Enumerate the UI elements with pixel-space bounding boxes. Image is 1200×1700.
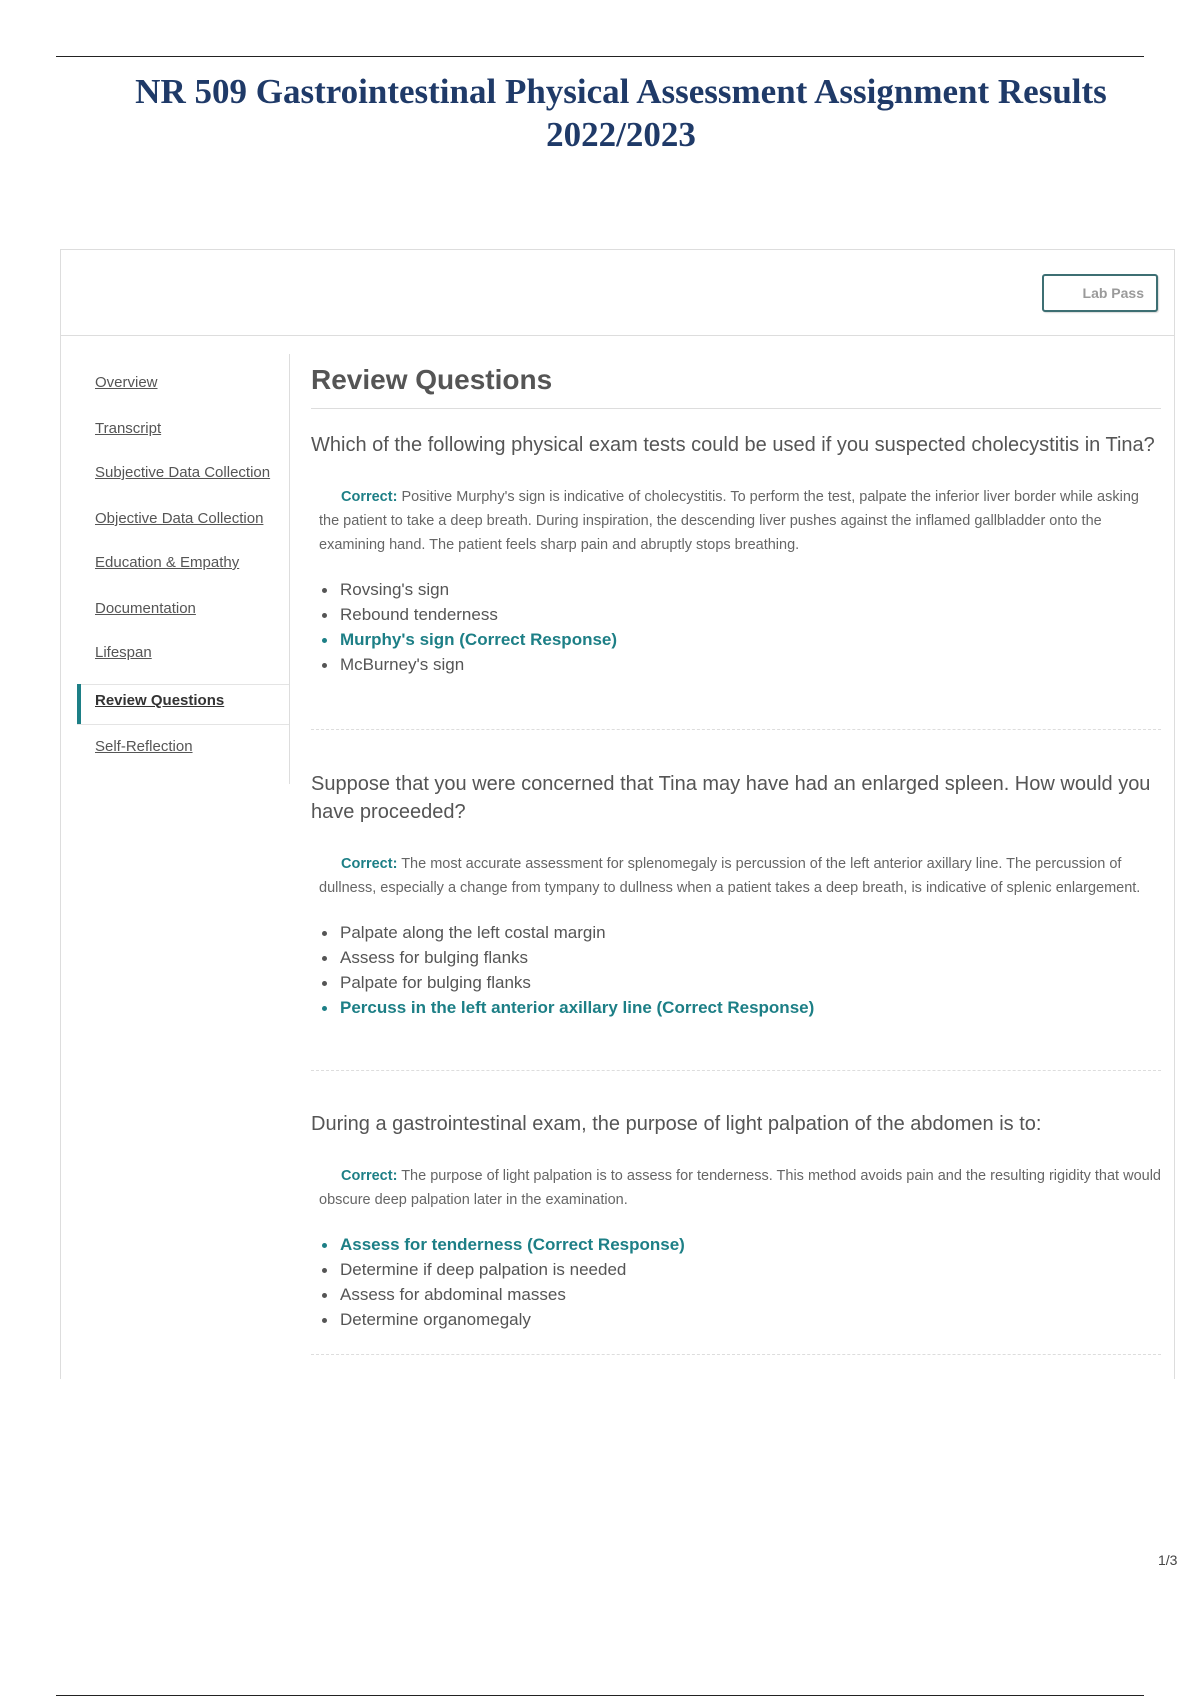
answer-explanation <box>319 852 1163 900</box>
bullet-icon <box>322 956 327 961</box>
bullet-icon <box>322 588 327 593</box>
sidebar-item-self-reflection[interactable]: Self-Reflection <box>95 738 193 755</box>
document-title: NR 509 Gastrointestinal Physical Assessment Assignment Results 2022/2023 <box>135 72 1107 154</box>
answer-option: Assess for bulging flanks <box>319 945 1163 970</box>
answer-option: Assess for abdominal masses <box>319 1282 1163 1307</box>
bullet-icon <box>322 638 327 643</box>
bullet-icon <box>322 1268 327 1273</box>
bullet-icon <box>322 981 327 986</box>
explanation-text: The purpose of light palpation is to assess for tenderness. This method avoids pain and the resulting rigidity that would obscure deep palpation later in the examination. <box>319 1168 1162 1208</box>
answer-option: Determine organomegaly <box>319 1307 1163 1332</box>
bottom-rule <box>56 1695 1144 1696</box>
question-divider <box>311 1354 1161 1355</box>
question-text: Which of the following physical exam tests could be used if you suspected cholecystitis in Tina? <box>311 434 1155 456</box>
answer-option: Palpate for bulging flanks <box>319 970 1163 995</box>
sidebar-nav <box>61 354 290 784</box>
lab-pass-button[interactable]: Lab Pass <box>1042 274 1158 312</box>
question-text: Suppose that you were concerned that Tina may have had an enlarged spleen. How would you have proceeded? <box>311 773 1151 823</box>
sidebar-item-documentation[interactable]: Documentation <box>95 600 196 617</box>
answer-option-correct: Percuss in the left anterior axillary line (Correct Response) <box>319 995 1163 1020</box>
question-1 <box>311 431 1163 677</box>
answer-explanation <box>319 485 1163 557</box>
sidebar-item-lifespan[interactable]: Lifespan <box>95 644 152 661</box>
sidebar-item-transcript[interactable]: Transcript <box>95 420 162 437</box>
question-3 <box>311 1110 1163 1332</box>
answer-option: Rovsing's sign <box>319 577 1163 602</box>
answer-explanation <box>319 1164 1163 1212</box>
answer-option: McBurney's sign <box>319 652 1163 677</box>
sidebar-item-review-questions[interactable]: Review Questions <box>95 692 225 709</box>
bullet-icon <box>322 1243 327 1248</box>
bullet-icon <box>322 931 327 936</box>
bullet-icon <box>322 663 327 668</box>
sidebar-item-subjective-data-collection[interactable]: Subjective Data Collection <box>95 464 271 481</box>
section-title: Review Questions <box>311 364 553 395</box>
bullet-icon <box>322 1006 327 1011</box>
answer-option-correct: Assess for tenderness (Correct Response) <box>319 1232 1163 1257</box>
answer-option: Palpate along the left costal margin <box>319 920 1163 945</box>
active-item-divider <box>77 684 289 685</box>
sidebar-item-objective-data-collection[interactable]: Objective Data Collection <box>95 510 264 527</box>
panel-header <box>61 250 1174 336</box>
sidebar-item-overview[interactable]: Overview <box>95 374 158 391</box>
page-number: 1/3 <box>1158 1552 1178 1568</box>
bullet-icon <box>322 613 327 618</box>
answer-option: Rebound tenderness <box>319 602 1163 627</box>
answer-options <box>319 920 1163 1020</box>
bullet-icon <box>322 1293 327 1298</box>
bullet-icon <box>322 1318 327 1323</box>
question-divider <box>311 1070 1161 1071</box>
correct-label: Correct: <box>341 1168 398 1184</box>
title-divider <box>311 408 1161 409</box>
answer-options <box>319 577 1163 677</box>
lab-panel <box>60 249 1175 1379</box>
sidebar-item-education-empathy[interactable]: Education & Empathy <box>95 554 240 571</box>
active-item-indicator <box>77 684 81 724</box>
explanation-text: The most accurate assessment for splenomegaly is percussion of the left anterior axillary line. The percussion of dullness, especially a change from tympany to dullness when a patient takes a deep breath, is indicative of splenic enlargement. <box>319 856 1141 896</box>
correct-label: Correct: <box>341 489 398 505</box>
question-divider <box>311 729 1161 730</box>
answer-option: Determine if deep palpation is needed <box>319 1257 1163 1282</box>
correct-label: Correct: <box>341 856 398 872</box>
top-rule <box>56 56 1144 57</box>
active-item-divider <box>77 724 289 725</box>
question-text: During a gastrointestinal exam, the purpose of light palpation of the abdomen is to: <box>311 1113 1042 1135</box>
answer-options <box>319 1232 1163 1332</box>
question-2 <box>311 770 1163 1020</box>
explanation-text: Positive Murphy's sign is indicative of cholecystitis. To perform the test, palpate the inferior liver border while asking the patient to take a deep breath. During inspiration, the descending liver pushes against the inflamed gallbladder onto the examining hand. The patient feels sharp pain and abruptly stops breathing. <box>319 489 1139 553</box>
answer-option-correct: Murphy's sign (Correct Response) <box>319 627 1163 652</box>
